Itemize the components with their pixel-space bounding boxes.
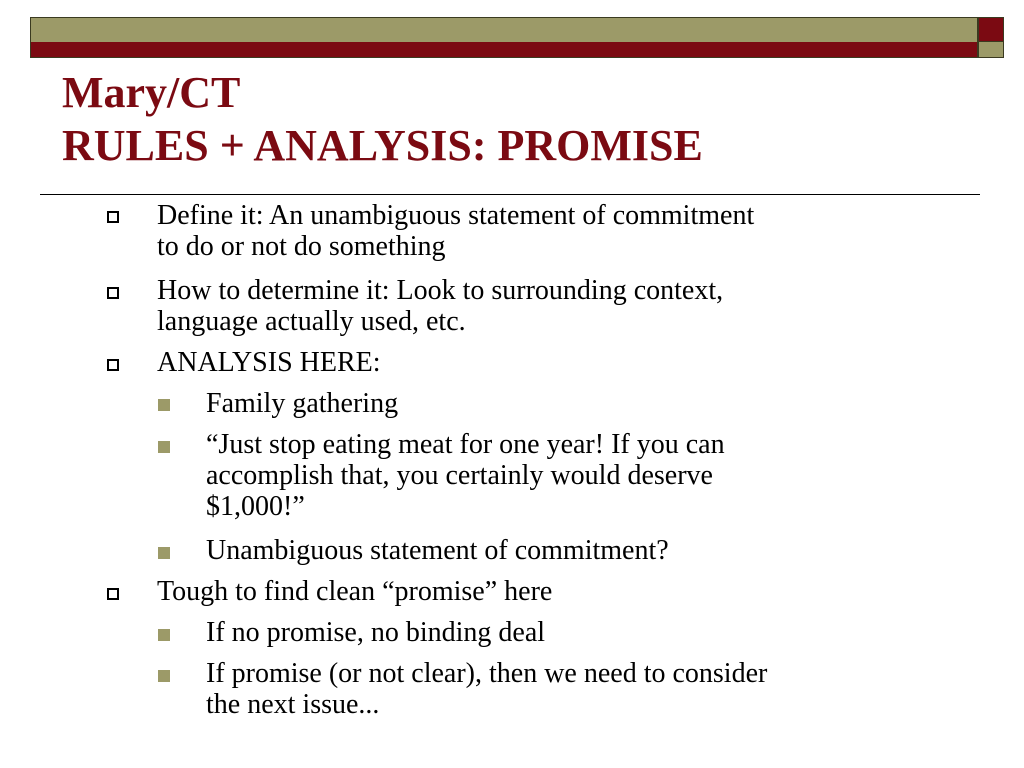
- sub-bullet-marker-4-1: [158, 629, 170, 641]
- sub-bullet-item-4-1: [206, 617, 545, 648]
- bullet-marker-1: [107, 211, 119, 223]
- bullet-3-line-1: ANALYSIS HERE:: [157, 347, 381, 378]
- bullet-2-line-1: How to determine it: Look to surrounding context,: [157, 275, 724, 306]
- bullet-marker-3: [107, 359, 119, 371]
- bullet-marker-4: [107, 588, 119, 600]
- sub-bullet-item-3-1: [206, 388, 398, 419]
- sub-bullet-marker-3-1: [158, 399, 170, 411]
- slide-title-line-1: Mary/CT: [62, 68, 241, 117]
- sub-bullet-4-2-line-1: If promise (or not clear), then we need to consider: [206, 658, 768, 689]
- bullet-item-4: [157, 576, 552, 607]
- sub-bullet-marker-3-2: [158, 441, 170, 453]
- sub-bullet-item-3-2: [206, 429, 725, 522]
- bullet-item-1: [157, 200, 754, 262]
- sub-bullet-item-4-2: [206, 658, 767, 720]
- sub-bullet-3-1-line-1: Family gathering: [206, 388, 399, 419]
- bullet-1-line-1: Define it: An unambiguous statement of commitment: [157, 200, 755, 231]
- slide-title-line-2: RULES + ANALYSIS: PROMISE: [62, 121, 703, 170]
- sub-bullet-item-3-3: [206, 535, 669, 566]
- bullet-marker-2: [107, 287, 119, 299]
- sub-bullet-3-2-line-2: accomplish that, you certainly would deserve: [206, 460, 713, 491]
- sub-bullet-4-2-line-2: the next issue...: [206, 689, 380, 720]
- bullet-1-line-2: to do or not do something: [157, 231, 446, 262]
- sub-bullet-4-1-line-1: If no promise, no binding deal: [206, 617, 546, 648]
- sub-bullet-3-2-line-1: “Just stop eating meat for one year! If you can: [206, 429, 725, 460]
- bullet-4-line-1: Tough to find clean “promise” here: [157, 576, 553, 607]
- sub-bullet-3-3-line-1: Unambiguous statement of commitment?: [206, 535, 669, 566]
- bullet-2-line-2: language actually used, etc.: [157, 306, 466, 337]
- sub-bullet-marker-4-2: [158, 670, 170, 682]
- sub-bullet-marker-3-3: [158, 547, 170, 559]
- bullet-item-3: [157, 347, 381, 378]
- bullet-item-2: [157, 275, 723, 337]
- sub-bullet-3-2-line-3: $1,000!”: [206, 491, 305, 522]
